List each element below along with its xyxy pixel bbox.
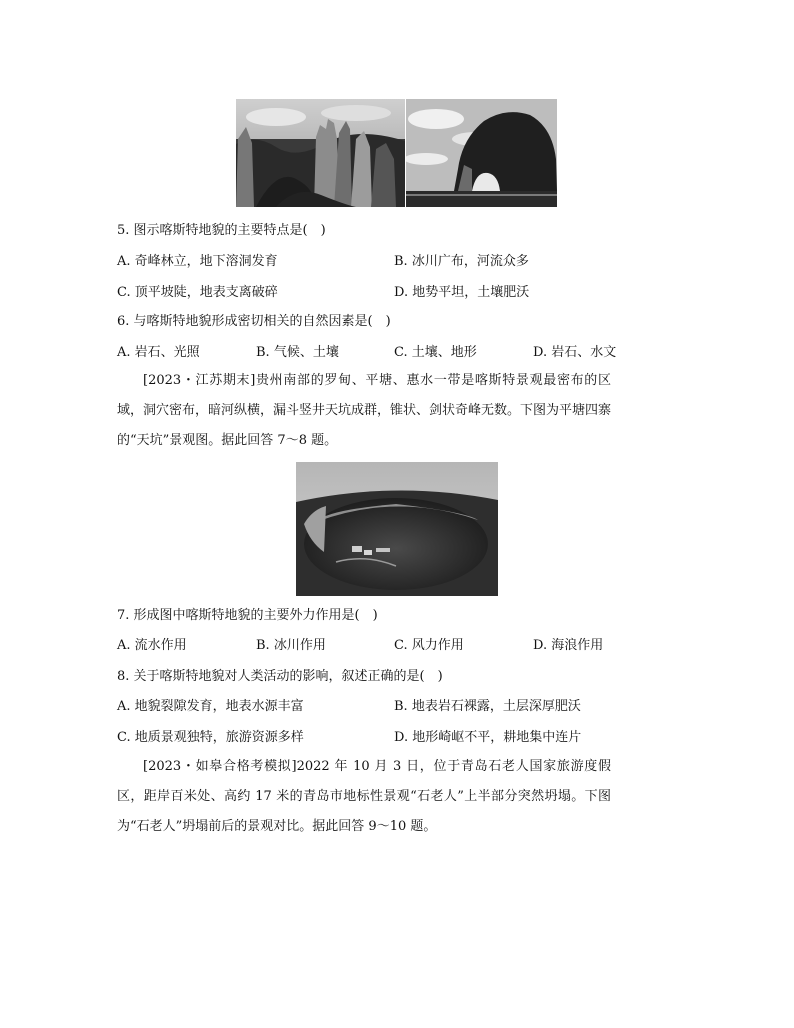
question-6-option-b: B. 气候、土壤 (256, 345, 339, 360)
passage-tiankeng-source: [2023・江苏期末] (143, 373, 256, 388)
stone-forest-photo (236, 99, 405, 207)
question-8-option-b: B. 地表岩石裸露，土层深厚肥沃 (394, 699, 581, 714)
passage-shilaoren (117, 752, 611, 842)
question-5-option-a: A. 奇峰林立，地下溶洞发育 (117, 254, 278, 269)
question-8-option-a: A. 地貌裂隙发育，地表水源丰富 (117, 699, 304, 714)
passage-tiankeng-text: 贵州南部的罗甸、平塘、惠水一带是喀斯特景观最密布的区域，洞穴密布，暗河纵横，漏斗竖井天坑成群，锥状、剑状奇峰无数。下图为平塘四寨的“天坑”景观图。据此回答 7～8 题。 (117, 373, 612, 448)
question-7-option-a: A. 流水作用 (117, 638, 187, 653)
elephant-hill-photo (406, 99, 557, 207)
question-6-option-d: D. 岩石、水文 (533, 345, 617, 360)
question-6-stem: 6. 与喀斯特地貌形成密切相关的自然因素是( ) (117, 314, 391, 329)
question-7-option-c: C. 风力作用 (394, 638, 464, 653)
question-5-option-d: D. 地势平坦，土壤肥沃 (394, 285, 530, 300)
passage-tiankeng (117, 366, 611, 456)
passage-shilaoren-source: [2023・如皋合格考模拟] (143, 759, 297, 774)
question-8-option-d: D. 地形崎岖不平，耕地集中连片 (394, 730, 582, 745)
passage-shilaoren-text: 2022 年 10 月 3 日，位于青岛石老人国家旅游度假区，距岸百米处、高约 17 米的青岛市地标性景观“石老人”上半部分突然坍塌。下图为“石老人”坍塌前后的景观对比。据此回答 9～10 题。 (117, 759, 611, 834)
question-5-stem: 5. 图示喀斯特地貌的主要特点是( ) (117, 223, 326, 238)
tiankeng-photo (296, 462, 498, 596)
question-8-stem: 8. 关于喀斯特地貌对人类活动的影响，叙述正确的是( ) (117, 669, 443, 684)
question-7-option-d: D. 海浪作用 (533, 638, 604, 653)
question-5-option-c: C. 顶平坡陡，地表支离破碎 (117, 285, 278, 300)
question-7-stem: 7. 形成图中喀斯特地貌的主要外力作用是( ) (117, 608, 378, 623)
question-7-option-b: B. 冰川作用 (256, 638, 326, 653)
question-5-option-b: B. 冰川广布，河流众多 (394, 254, 529, 269)
question-6-option-a: A. 岩石、光照 (117, 345, 200, 360)
question-6-option-c: C. 土壤、地形 (394, 345, 477, 360)
question-8-option-c: C. 地质景观独特，旅游资源多样 (117, 730, 304, 745)
